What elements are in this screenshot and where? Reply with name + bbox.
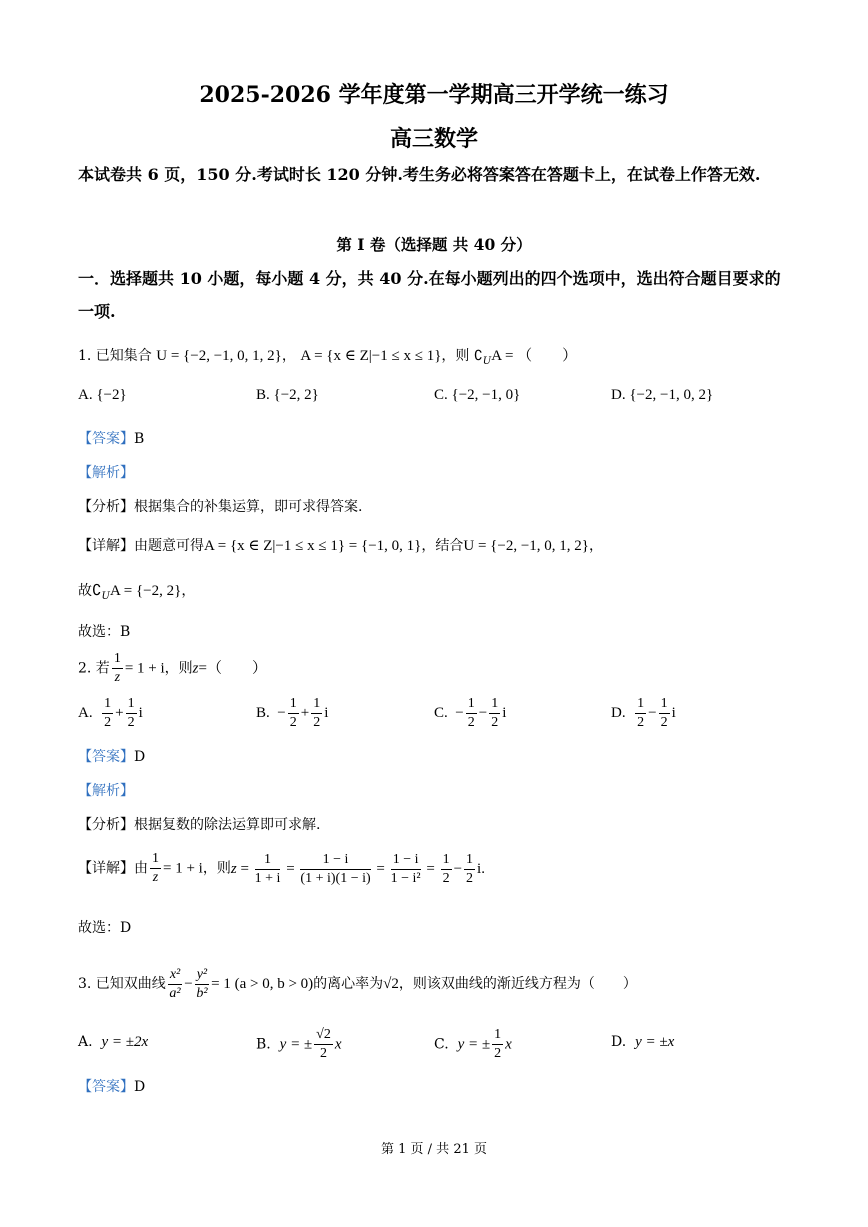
q1-choose: 故选：B: [78, 624, 131, 640]
q2-option-a-sign2: +: [115, 704, 124, 721]
section-title: 第 I 卷（选择题 共 40 分）: [336, 235, 532, 254]
q1-gu-sub: U: [101, 590, 110, 602]
q1-ask: ，则 ∁: [441, 348, 483, 364]
answer-tag: 【答案】: [78, 431, 134, 447]
q3-option-a-expr: y = ±2x: [101, 1034, 149, 1050]
q1-option-b: B. {−2, 2}: [256, 387, 319, 403]
q2-option-a: A. $\frac{1}{2}$ + $\frac{1}{2}$ i: [78, 696, 143, 730]
q2-option-b-label: B.: [256, 704, 270, 721]
q2-option-b-sign2: +: [300, 704, 310, 721]
q3-option-d: [611, 1034, 674, 1051]
q3-cond: = 1 (a > 0, b > 0): [211, 975, 314, 992]
q3-answer: D: [134, 1079, 146, 1095]
q2-analysis-tag: 【解析】: [78, 783, 134, 799]
q2-ask: ，则: [164, 660, 193, 677]
subject-title: 高三数学: [389, 126, 478, 152]
q3-answer-line: [78, 1076, 145, 1096]
q3-option-b-pre: y = ±: [279, 1036, 313, 1053]
exam-title: 2025-2026 学年度第一学期高三开学统一练习: [199, 82, 669, 108]
q3-option-a: [78, 1034, 148, 1051]
q2-detail-b: = 1 + i: [163, 860, 203, 877]
q1-fenxi: 根据集合的补集运算，即可求得答案.: [134, 499, 363, 515]
question-1: [78, 344, 577, 367]
q1-option-c: C. {−2, −1, 0}: [434, 387, 521, 403]
q2-option-c: C. − $\frac{1}{2}$ − $\frac{1}{2}$ i: [434, 696, 507, 730]
q2-fenxi: 根据复数的除法运算即可求解.: [134, 817, 321, 833]
q2-option-a-label: A.: [78, 704, 93, 721]
xiangjie-tag: 【详解】: [78, 538, 134, 554]
q1-number: 1. 已知集合: [78, 348, 152, 364]
section-instruction: 一．选择题共 10 小题，每小题 4 分，共 40 分.在每小题列出的四个选项中，选出符合题目要求的一项.: [78, 269, 781, 321]
q1-ask-sub: U: [482, 355, 492, 367]
q2-option-b-sign1: −: [277, 704, 286, 721]
fenxi-tag: 【分析】: [78, 499, 134, 515]
q2-detail-a: 由: [134, 860, 148, 877]
q2-option-d: D. $\frac{1}{2}$ − $\frac{1}{2}$ i: [611, 696, 676, 730]
q1-gu-tail: A = {−2, 2}: [109, 583, 182, 599]
q2-option-c-label: C.: [434, 704, 448, 721]
question-2: [78, 652, 267, 685]
q1-option-a: A. {−2}: [78, 387, 127, 403]
q1-detail-line: [78, 535, 603, 555]
q3-option-b: B. y = ± $\frac{√2}{2}$ x: [256, 1027, 342, 1061]
q1-conclusion-line: [78, 580, 195, 602]
answer-tag: 【答案】: [78, 1079, 134, 1095]
xiangjie-tag: 【详解】: [78, 860, 134, 877]
q3-option-c-pre: y = ±: [457, 1036, 491, 1053]
q2-detail-c: ，则: [202, 860, 231, 877]
q1-gu: 故: [78, 583, 92, 599]
q3-sqrt: √2: [383, 975, 399, 992]
q1-fenxi-line: [78, 496, 362, 516]
q1-ask-tail: A = （ ）: [491, 348, 578, 364]
q1-detail-b: A = {x ∈ Z|−1 ≤ x ≤ 1} = {−1, 0, 1}: [204, 538, 422, 554]
q1-analysis-tag: 【解析】: [78, 465, 134, 481]
answer-tag: 【答案】: [78, 749, 134, 765]
q3-option-d-expr: y = ±x: [635, 1034, 675, 1050]
q2-number: 2. 若: [78, 660, 110, 677]
fenxi-tag: 【分析】: [78, 817, 134, 833]
q2-detail-line: 【详解】由 $\frac{1}{z}$ = 1 + i，则z = $\frac{1}{1 + i}$ = $\frac{1 - i}{(1 + i)(1 - i)}$ = $\frac{1 - i}{\text{1 − i²}}$ = $\frac{1}{2}$ − $\frac{1}{2}$ i.: [78, 851, 485, 886]
exam-intro: 本试卷共 6 页，150 分.考试时长 120 分钟.考生务必将答案答在答题卡上，在试卷上作答无效.: [78, 165, 761, 184]
q2-choose: 故选：D: [78, 920, 132, 936]
q2-ask-tail: =（ ）: [198, 660, 267, 677]
q2-option-c-sign1: −: [455, 704, 464, 721]
q1-gu-expr: ∁: [92, 583, 102, 599]
q2-answer-line: [78, 746, 145, 766]
q2-answer: D: [134, 749, 146, 765]
q2-option-b: B. − $\frac{1}{2}$ + $\frac{1}{2}$ i: [256, 696, 329, 730]
q2-ask-var: z: [192, 660, 199, 677]
q3-option-b-label: B.: [256, 1036, 271, 1053]
q3-mid: 的离心率为: [313, 975, 384, 992]
page-footer: 第 1 页 / 共 21 页: [381, 1142, 487, 1157]
q3-option-c: C. y = ± $\frac{1}{2}$ x: [434, 1027, 512, 1061]
q2-frac-1z: $\frac{1}{z}$: [113, 651, 121, 685]
q1-detail-d: U = {−2, −1, 0, 1, 2}: [463, 538, 590, 554]
q1-detail-a: 由题意可得: [134, 538, 204, 554]
q1-set-a: A = {x ∈ Z|−1 ≤ x ≤ 1}: [300, 348, 442, 364]
q2-eq-tail: = 1 + i: [124, 660, 165, 677]
q1-gu-end: ，: [181, 583, 196, 599]
q1-detail-c: ，结合: [421, 538, 464, 554]
question-3: 3. 已知双曲线 $\frac{\text{x²}}{\text{a²}}$ − $\frac{\text{y²}}{\text{b²}}$ = 1 (a > 0, b > 0)的离心率为√2，则该双曲线的渐近线方程为（ ）: [78, 967, 637, 1001]
q1-detail-e: ，: [589, 538, 604, 554]
q3-option-a-label: A.: [78, 1034, 93, 1050]
q1-sep: ，: [281, 348, 296, 364]
q3-tail: ，则该双曲线的渐近线方程为（ ）: [398, 975, 637, 992]
q1-option-d: D. {−2, −1, 0, 2}: [611, 387, 714, 403]
q1-answer-line: [78, 428, 144, 448]
q1-set-u: U = {−2, −1, 0, 1, 2}: [156, 348, 282, 364]
q3-option-c-label: C.: [434, 1036, 449, 1053]
q2-option-c-sign2: −: [478, 704, 488, 721]
q1-answer: B: [134, 431, 145, 447]
q2-option-d-label: D.: [611, 704, 626, 721]
q2-option-d-sign2: −: [648, 704, 657, 721]
q2-fenxi-line: [78, 814, 320, 834]
q3-number: 3. 已知双曲线: [78, 975, 166, 992]
q3-option-d-label: D.: [611, 1034, 627, 1050]
